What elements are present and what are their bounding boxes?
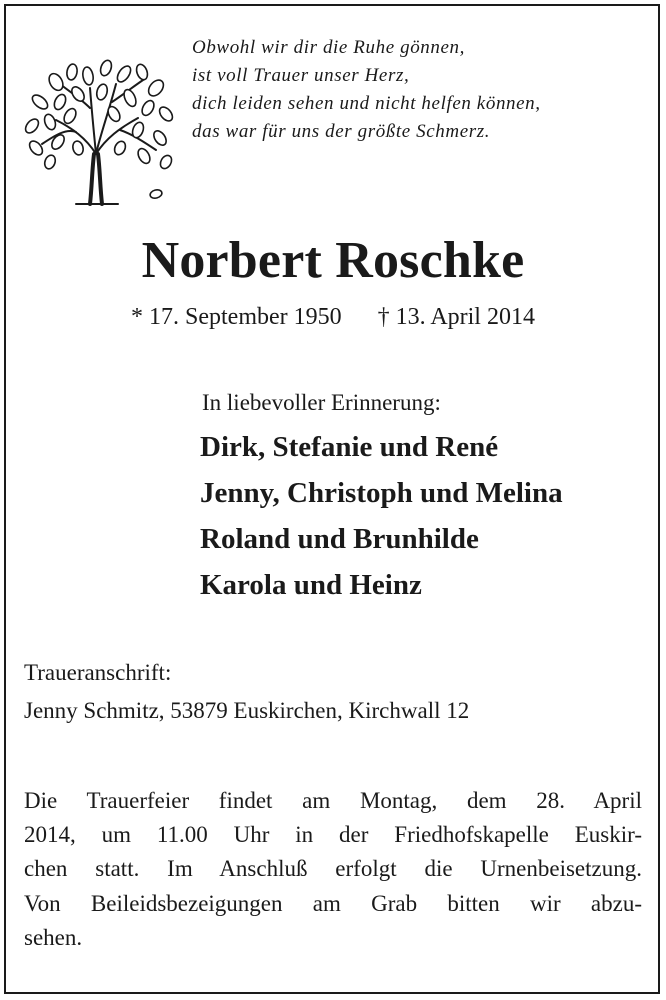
family-list xyxy=(200,424,563,608)
death-date: † 13. April 2014 xyxy=(377,304,535,330)
poem xyxy=(192,34,632,146)
tree-icon xyxy=(20,58,178,208)
ceremony-line: Die Trauerfeier findet am Montag, dem 28. April xyxy=(24,788,642,813)
ceremony-notice xyxy=(24,784,642,955)
remembrance-intro: In liebevoller Erinnerung: xyxy=(202,390,441,415)
family-entry: Karola und Heinz xyxy=(200,569,422,601)
ceremony-line: Von Beileidsbezeigungen am Grab bitten wir abzu- xyxy=(24,890,642,916)
deceased-name: Norbert Roschke xyxy=(141,232,525,289)
address-label: Traueranschrift: xyxy=(24,660,172,685)
life-dates xyxy=(0,300,666,334)
family-entry: Roland und Brunhilde xyxy=(200,523,479,555)
mourning-address: Jenny Schmitz, 53879 Euskirchen, Kirchwall 12 xyxy=(24,698,470,723)
poem-line: ist voll Trauer unser Herz, xyxy=(192,65,410,86)
family-entry: Jenny, Christoph und Melina xyxy=(200,477,563,509)
ceremony-line: 2014, um 11.00 Uhr in der Friedhofskapelle Euskir- xyxy=(24,822,642,848)
poem-line: das war für uns der größte Schmerz. xyxy=(192,121,491,142)
ceremony-line: sehen. xyxy=(24,924,83,950)
ceremony-line: chen statt. Im Anschluß erfolgt die Urnenbeisetzung. xyxy=(24,856,642,882)
poem-line: dich leiden sehen und nicht helfen können, xyxy=(192,93,541,114)
family-entry: Dirk, Stefanie und René xyxy=(200,431,499,463)
poem-line: Obwohl wir dir die Ruhe gönnen, xyxy=(192,37,465,58)
birth-date: * 17. September 1950 xyxy=(131,304,342,330)
